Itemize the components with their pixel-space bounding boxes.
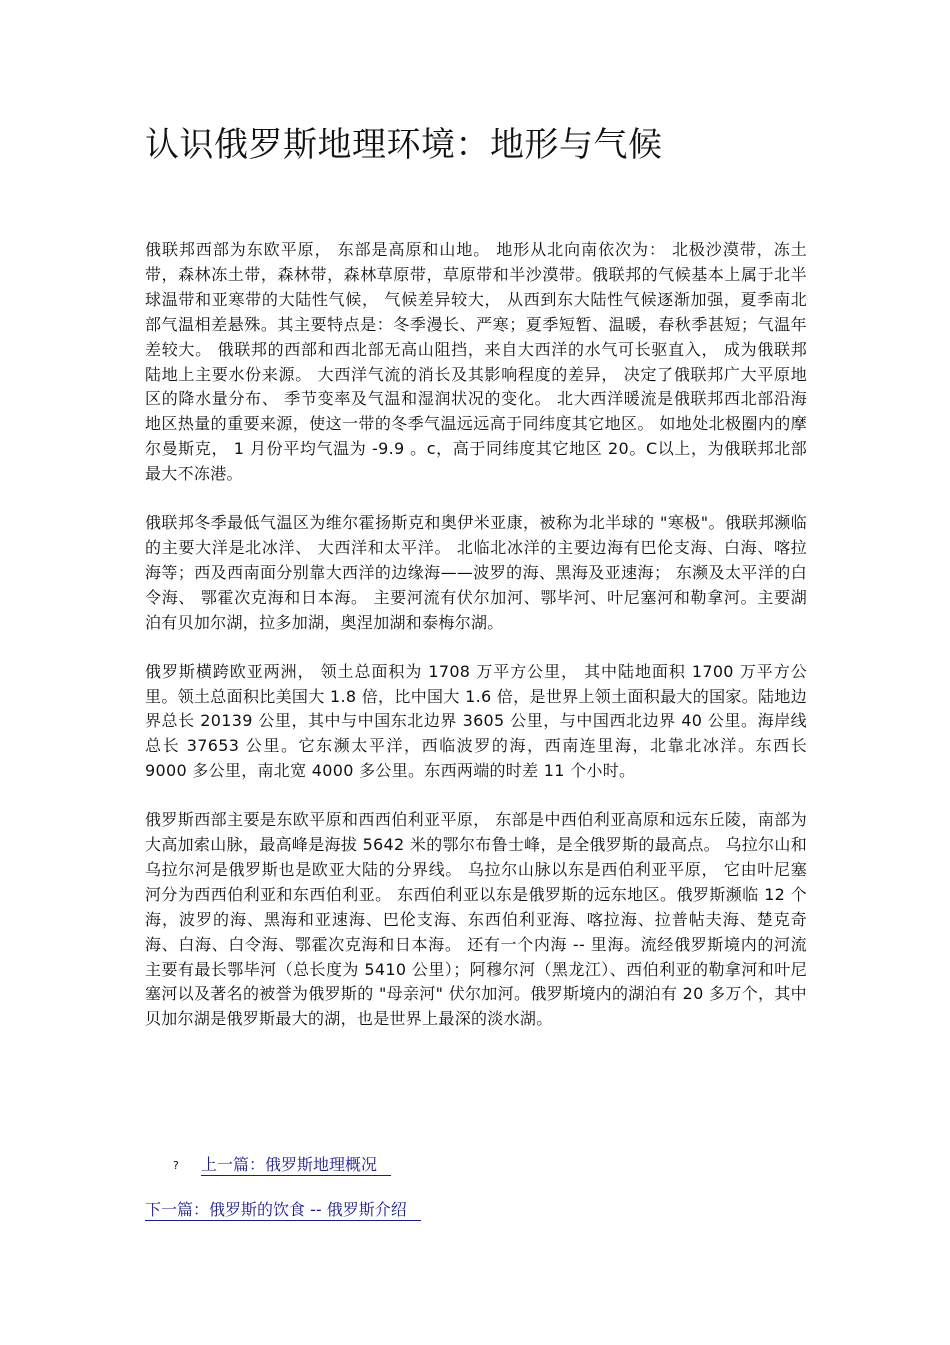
- article-body: [145, 238, 807, 1032]
- paragraph-seas-rivers: 俄联邦冬季最低气温区为维尔霍扬斯克和奥伊米亚康，被称为北半球的 "寒极"。俄联邦濒临的主要大洋是北冰洋、 大西洋和太平洋。 北临北冰洋的主要边海有巴伦支海、白海、喀拉海等；西及西南面分别靠大西洋的边缘海——波罗的海、黑海及亚速海； 东濒及太平洋的白令海、 鄂霍次克海和日本海。 主要河流有伏尔加河、鄂毕河、叶尼塞河和勒拿河。主要湖泊有贝加尔湖，拉多加湖，奥涅加湖和泰梅尔湖。: [145, 513, 807, 632]
- paragraph-terrain-climate: 俄联邦西部为东欧平原， 东部是高原和山地。 地形从北向南依次为： 北极沙漠带，冻土带，森林冻土带，森林带，森林草原带，草原带和半沙漠带。俄联邦的气候基本上属于北半球温带和亚寒带的大陆性气候， 气候差异较大， 从西到东大陆性气候逐渐加强，夏季南北部气温相差悬殊。其主要特点是：冬季漫长、严寒；夏季短暂、温暖，春秋季甚短；气温年差较大。 俄联邦的西部和西北部无高山阻挡，来自大西洋的水气可长驱直入， 成为俄联邦陆地上主要水份来源。 大西洋气流的消长及其影响程度的差异， 决定了俄联邦广大平原地区的降水量分布、 季节变率及气温和湿润状况的变化。 北大西洋暖流是俄联邦西北部沿海地区热量的重要来源，使这一带的冬季气温远远高于同纬度其它地区。 如地处北极圈内的摩尔曼斯克， 1 月份平均气温为 -9.9 。c，高于同纬度其它地区 20。C以上，为俄联邦北部最大不冻港。: [145, 240, 807, 484]
- next-article-nav: [145, 1198, 421, 1222]
- bullet-icon: ?: [173, 1159, 179, 1172]
- prev-article-nav: [173, 1153, 391, 1178]
- paragraph-landforms: 俄罗斯西部主要是东欧平原和西西伯利亚平原， 东部是中西伯利亚高原和远东丘陵，南部为大高加索山脉，最高峰是海拔 5642 米的鄂尔布鲁士峰，是全俄罗斯的最高点。 乌拉尔山和乌拉尔河是俄罗斯也是欧亚大陆的分界线。 乌拉尔山脉以东是西伯利亚平原， 它由叶尼塞河分为西西伯利亚和东西伯利亚。 东西伯利亚以东是俄罗斯的远东地区。俄罗斯濒临 12 个海，波罗的海、黑海和亚速海、巴伦支海、东西伯利亚海、喀拉海、拉普帖夫海、楚克奇海、白海、白令海、鄂霍次克海和日本海。 还有一个内海 -- 里海。流经俄罗斯境内的河流主要有最长鄂毕河（总长度为 5410 公里）；阿穆尔河（黑龙江）、西伯利亚的勒拿河和叶尼塞河以及著名的被誉为俄罗斯的 "母亲河" 伏尔加河。俄罗斯境内的湖泊有 20 多万个，其中贝加尔湖是俄罗斯最大的湖，也是世界上最深的淡水湖。: [145, 810, 807, 1029]
- next-article-link[interactable]: 下一篇：俄罗斯的饮食 -- 俄罗斯介绍: [145, 1200, 421, 1221]
- prev-article-link[interactable]: 上一篇：俄罗斯地理概况: [201, 1155, 391, 1176]
- page-title: 认识俄罗斯地理环境：地形与气候: [145, 125, 663, 165]
- paragraph-territory: 俄罗斯横跨欧亚两洲， 领土总面积为 1708 万平方公里， 其中陆地面积 1700 万平方公里。领土总面积比美国大 1.8 倍，比中国大 1.6 倍，是世界上领土面积最大的国家。陆地边界总长 20139 公里，其中与中国东北边界 3605 公里，与中国西北边界 40 公里。海岸线总长 37653 公里。它东濒太平洋，西临波罗的海，西南连里海，北靠北冰洋。东西长 9000 多公里，南北宽 4000 多公里。东西两端的时差 11 个小时。: [145, 661, 807, 781]
